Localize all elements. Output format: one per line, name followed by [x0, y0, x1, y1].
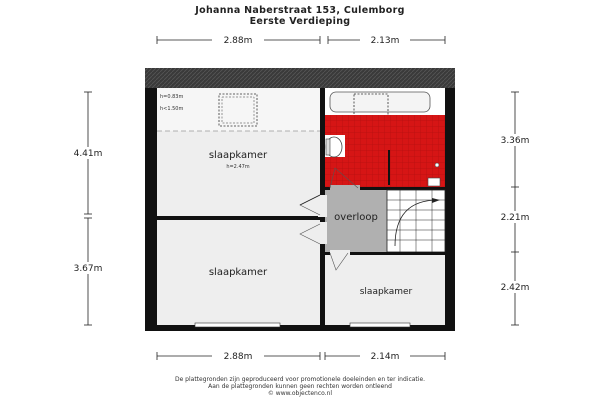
bathtub — [330, 92, 430, 112]
window-bottom-right — [350, 323, 410, 327]
dim-label-right-bottom: 2.42m — [500, 283, 530, 293]
room-label-landing: overloop — [334, 212, 378, 223]
dimension-left-lower — [68, 218, 110, 325]
dimension-right-top — [494, 92, 536, 187]
dim-label-bottom-right: 2.14m — [370, 352, 400, 362]
dimension-right-middle — [494, 187, 536, 252]
disclaimer-line-1: De plattegronden zijn geproduceerd voor promotionele doeleinden en ter indicatie. — [174, 376, 426, 383]
dimension-bottom-right — [325, 350, 445, 362]
dim-label-top-left: 2.88m — [223, 36, 253, 46]
room-label-bedroom-3: slaapkamer — [359, 287, 413, 297]
address-title: Johanna Naberstraat 153, Culemborg — [195, 5, 405, 16]
height-label-low1: h=0.83m — [160, 94, 184, 100]
height-label-low2: h<1.50m — [160, 106, 184, 112]
shower-wall — [388, 150, 390, 185]
room-label-bedroom-1: slaapkamer — [208, 150, 268, 161]
dimension-top-right — [328, 34, 445, 46]
dim-label-top-right: 2.13m — [370, 36, 400, 46]
dim-label-right-middle: 2.21m — [500, 213, 530, 223]
dim-label-left-lower: 3.67m — [73, 264, 103, 274]
dimension-right-bottom — [494, 252, 536, 325]
dim-label-right-top: 3.36m — [500, 136, 530, 146]
copyright-line: © www.objectenco.nl — [267, 390, 333, 397]
staircase — [387, 190, 445, 252]
disclaimer-line-2: Aan de plattegronden kunnen geen rechten worden ontleend — [208, 383, 392, 390]
wall-left — [145, 88, 157, 331]
dimension-bottom-left — [157, 350, 320, 362]
floor-title: Eerste Verdieping — [249, 16, 351, 27]
window-bottom-left — [195, 323, 280, 327]
sink-icon — [428, 178, 440, 186]
dim-label-left-upper: 4.41m — [73, 149, 103, 159]
dimension-left-upper — [68, 92, 110, 214]
room-label-bedroom-2: slaapkamer — [208, 267, 268, 278]
dim-label-bottom-left: 2.88m — [223, 352, 253, 362]
dimension-top-left — [157, 34, 320, 46]
height-label-bedroom-1: h=2.47m — [226, 164, 250, 170]
wall-bedroom-divider — [157, 216, 320, 220]
roof — [145, 68, 455, 88]
wall-right — [445, 88, 455, 331]
